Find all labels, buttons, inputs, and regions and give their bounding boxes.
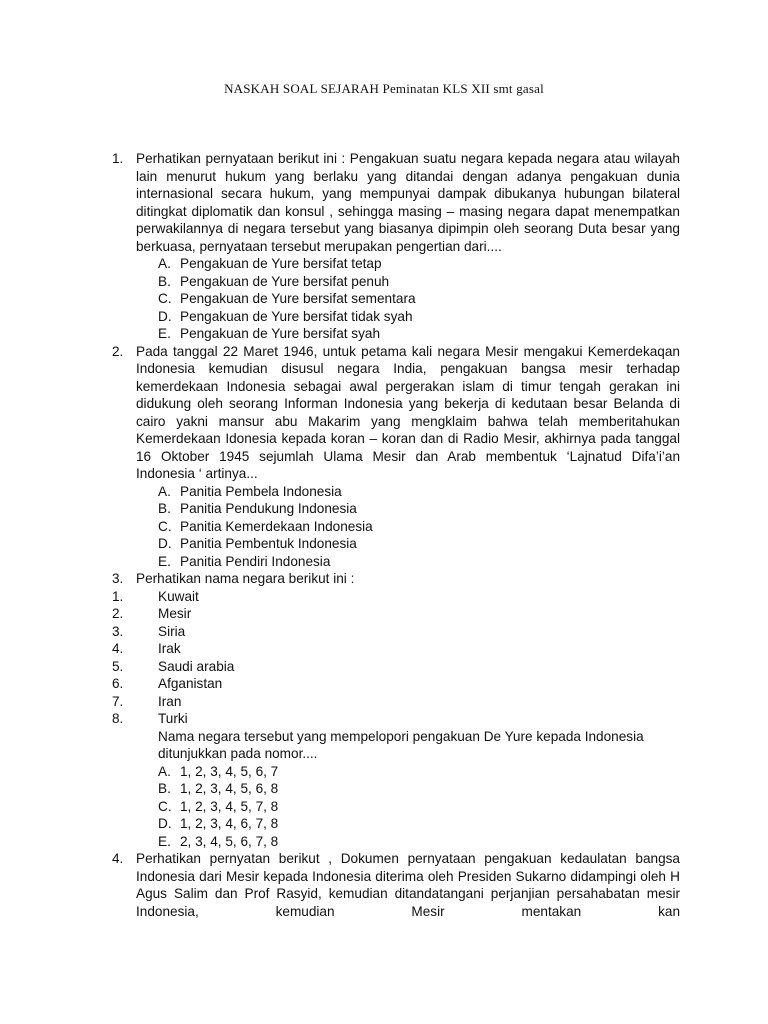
option-d: D. Panitia Pembentuk Indonesia <box>158 536 357 551</box>
list-item: 4. Irak <box>112 641 181 656</box>
option-c: C. 1, 2, 3, 4, 5, 7, 8 <box>158 798 279 814</box>
question-stem: Perhatikan pernyataan berikut ini : Pengakuan suatu negara kepada negara atau wilayah lain menurut hukum yang berlaku yang ditandai dengan adanya pengakuan dunia internasional secara hukum, yang mempunyai dampak dibukanya hubungan bilateral ditingkat diplomatik dan konsul , sehingga masing – masing negara dapat menempatkan perwakilannya di negara tersebut yang biasanya dipimpin oleh seorang Duta besar yang berkuasa, pernyataan tersebut merupakan pengertian dari.... <box>136 151 680 254</box>
country-list <box>112 588 680 728</box>
option-e: E. 2, 3, 4, 5, 6, 7, 8 <box>158 833 279 849</box>
option-c: C. Panitia Kemerdekaan Indonesia <box>158 518 373 534</box>
list-item: 8. Turki <box>112 711 188 726</box>
option-d: D. Pengakuan de Yure bersifat tidak syah <box>158 308 413 324</box>
question-stem: Perhatikan nama negara berikut ini : <box>136 571 355 586</box>
option-b: B. Pengakuan de Yure bersifat penuh <box>158 273 390 289</box>
question-1 <box>112 150 680 343</box>
question-list <box>112 150 680 920</box>
question-number: 4. <box>112 851 124 866</box>
question-number: 1. <box>112 151 124 166</box>
option-b: B. 1, 2, 3, 4, 5, 6, 8 <box>158 781 279 796</box>
question-stem: Perhatikan pernyatan berikut , Dokumen pernyataan pengakuan kedaulatan bangsa Indonesia dari Mesir kepada Indonesia diterima oleh Presiden Sukarno didampingi oleh H Agus Salim dan Prof Rasyid, kemudian ditandatangani perjanjian persahabatan mesir Indonesia, kemudian Mesir mentakan kan <box>136 851 680 919</box>
list-item: 7. Iran <box>112 693 182 709</box>
question-4 <box>112 850 680 920</box>
option-a: A. 1, 2, 3, 4, 5, 6, 7 <box>158 763 279 779</box>
options-list <box>158 255 680 343</box>
option-e: E. Pengakuan de Yure bersifat syah <box>158 326 381 341</box>
option-a: A. Pengakuan de Yure bersifat tetap <box>158 256 382 271</box>
list-item: 2. Mesir <box>112 606 192 621</box>
question-number: 3. <box>112 571 124 586</box>
option-c: C. Pengakuan de Yure bersifat sementara <box>158 291 416 306</box>
option-d: D. 1, 2, 3, 4, 6, 7, 8 <box>158 816 279 831</box>
option-b: B. Panitia Pendukung Indonesia <box>158 501 357 516</box>
options-list <box>158 763 680 851</box>
question-stem: Pada tanggal 22 Maret 1946, untuk petama kali negara Mesir mengakui Kemerdekaqan Indonesia kemudian disusul negara India, pengakuan bangsa mesir terhadap kemerdekaan Indonesia sebagai awal pergerakan islam di timur tengah gerakan ini didukung oleh seorang Informan Indonesia yang bekerja di kedutaan besar Belanda di cairo yakni mansur abu Makarim yang mengklaim bahwa telah memberitahukan Kemerdekaan Idonesia kepada koran – koran dan di Radio Mesir, akhirnya pada tanggal 16 Oktober 1945 sejumlah Ulama Mesir dan Arab membentuk ‘Lajnatud Difa’i’an Indonesia ‘ artinya... <box>136 343 680 481</box>
list-item: 6. Afganistan <box>112 676 223 691</box>
list-item: 1. Kuwait <box>112 588 199 604</box>
question-3 <box>112 570 680 850</box>
page-title: NASKAH SOAL SEJARAH Peminatan KLS XII smt gasal <box>224 81 544 96</box>
list-item: 3. Siria <box>112 623 186 639</box>
option-a: A. Panitia Pembela Indonesia <box>158 483 342 499</box>
list-item: 5. Saudi arabia <box>112 658 235 674</box>
question-prompt: Nama negara tersebut yang mempelopori pengakuan De Yure kepada Indonesia ditunjukkan pada nomor.... <box>158 728 644 761</box>
question-number: 2. <box>112 343 124 359</box>
option-e: E. Panitia Pendiri Indonesia <box>158 553 331 569</box>
options-list <box>158 483 680 571</box>
question-2 <box>112 343 680 571</box>
